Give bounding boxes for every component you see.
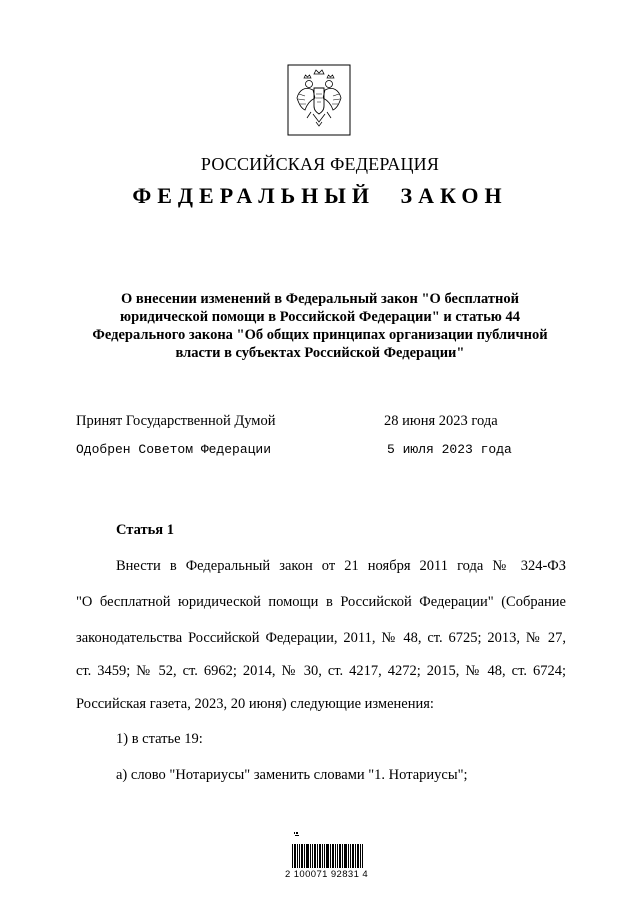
coat-of-arms-icon [287,64,351,136]
subject-line: юридической помощи в Российской Федерации" и статью 44 [119,309,520,325]
document-title: ФЕДЕРАЛЬНЫЙ ЗАКОН [132,183,508,208]
country-name: РОССИЙСКАЯ ФЕДЕРАЦИЯ [200,154,440,174]
subject-line: власти в субъектах Российской Федерации" [175,345,465,361]
article-heading: Статья 1 [116,522,174,538]
article-line: Внести в Федеральный закон от 21 ноября 2011 года № 324-ФЗ [116,558,566,574]
article-line: ст. 3459; № 52, ст. 6962; 2014, № 30, ст. 4217, 4272; 2015, № 48, ст. 6724; [76,663,566,679]
article-line: законодательства Российской Федерации, 2011, № 48, ст. 6725; 2013, № 27, [76,630,566,646]
council-approval-label: Одобрен Советом Федерации [76,442,272,457]
council-approval-date: 5 июля 2023 года [387,442,512,457]
duma-adoption-label: Принят Государственной Думой [76,413,276,429]
article-line: "О бесплатной юридической помощи в Российской Федерации" (Собрание [76,594,566,610]
barcode-number: 2 100071 92831 4 [285,869,369,880]
article-line: Российская газета, 2023, 20 июня) следующие изменения: [76,696,434,712]
article-line: 1) в статье 19: [116,731,203,747]
law-subject [80,290,560,362]
subject-line: О внесении изменений в Федеральный закон "О бесплатной [120,291,519,307]
duma-adoption-date: 28 июня 2023 года [384,413,498,429]
article-line: а) слово "Нотариусы" заменить словами "1. Нотариусы"; [116,767,468,783]
subject-line: Федерального закона "Об общих принципах организации публичной [92,327,548,343]
